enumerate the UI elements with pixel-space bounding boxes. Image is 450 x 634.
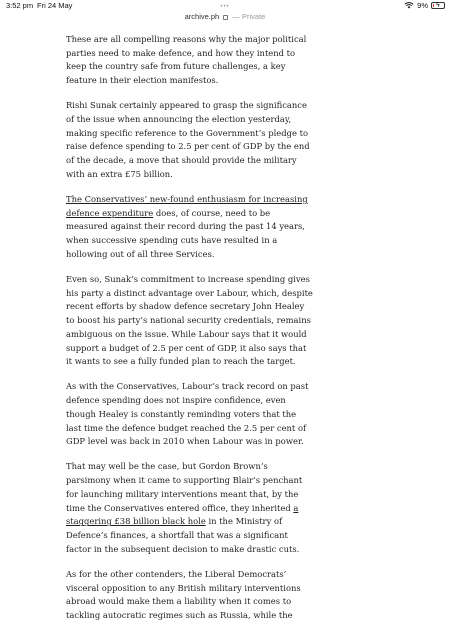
article-link[interactable]: The Conservatives’ new-found enthusiasm for increasing defence expenditure <box>66 194 308 218</box>
paragraph-text: Even so, Sunak’s commitment to increase spending gives his party a distinct advantage over Labour, which, despite recent efforts by shadow defence secretary John Healey to boost his party’s national security credentials, remains ambiguous on the issue. While Labour says that it would support a budget of 2.5 per cent of GDP, it also says that it wants to see a fully funded plan to reach the target. <box>66 274 313 367</box>
paragraph-text: does, of course, need to be measured against their record during the past 14 years, when successive spending cuts have resulted in a hollowing out of all three Services. <box>66 207 305 259</box>
status-date: Fri 24 May <box>37 1 73 10</box>
address-bar[interactable] <box>0 12 450 21</box>
battery-percent: 9% <box>417 1 428 10</box>
paragraph-text: That may well be the case, but Gordon Brown’s parsimony when it came to supporting Blair’s penchant for launching military interventions meant that, by the time the Conservatives entered office, they inherited <box>66 461 303 513</box>
paragraph-text: As for the other contenders, the Liberal Democrats’ visceral opposition to any British military interventions abroad would make them a liability when it comes to tackling autocratic regimes such as Russia, while the <box>66 568 301 621</box>
article-paragraph <box>66 380 314 449</box>
article-paragraph <box>66 99 314 181</box>
article-link[interactable]: a staggering £38 billion black hole <box>66 502 299 527</box>
url-text[interactable]: archive.ph <box>184 12 220 21</box>
paragraph-text: Rishi Sunak certainly appeared to grasp the significance of the issue when announcing the election yesterday, making specific reference to the Government’s pledge to raise defence spending to 2.5 per cent of GDP by the end of the decade, a move that should provide the military with an extra £75 billion. <box>66 100 310 179</box>
paragraph-text: These are all compelling reasons why the major political parties need to make defence, and how they intend to keep the country safe from future challenges, a key feature in their election manifestos. <box>66 34 307 86</box>
tab-handle-dots[interactable]: ••• <box>220 4 230 10</box>
article-paragraph <box>66 33 314 88</box>
private-label: Private <box>242 12 266 21</box>
article-paragraph <box>66 273 314 369</box>
status-time: 3:52 pm <box>6 1 34 10</box>
paragraph-text: As with the Conservatives, Labour’s track record on past defence spending does not inspire confidence, even though Healey is constantly reminding voters that the last time the defence budget reached the 2.5 per cent of GDP level was back in 2010 when Labour was in power. <box>66 381 309 447</box>
article-body <box>66 33 314 634</box>
charging-bolt-icon: ϟ <box>436 2 440 9</box>
article-paragraph <box>66 568 314 623</box>
lock-icon <box>223 15 228 20</box>
paragraph-text: in the Ministry of Defence’s finances, a shortfall that was a significant factor in the subsequent decision to make drastic cuts. <box>66 516 300 554</box>
separator: — <box>232 12 240 21</box>
article-paragraph <box>66 193 314 262</box>
article-paragraph <box>66 460 314 556</box>
